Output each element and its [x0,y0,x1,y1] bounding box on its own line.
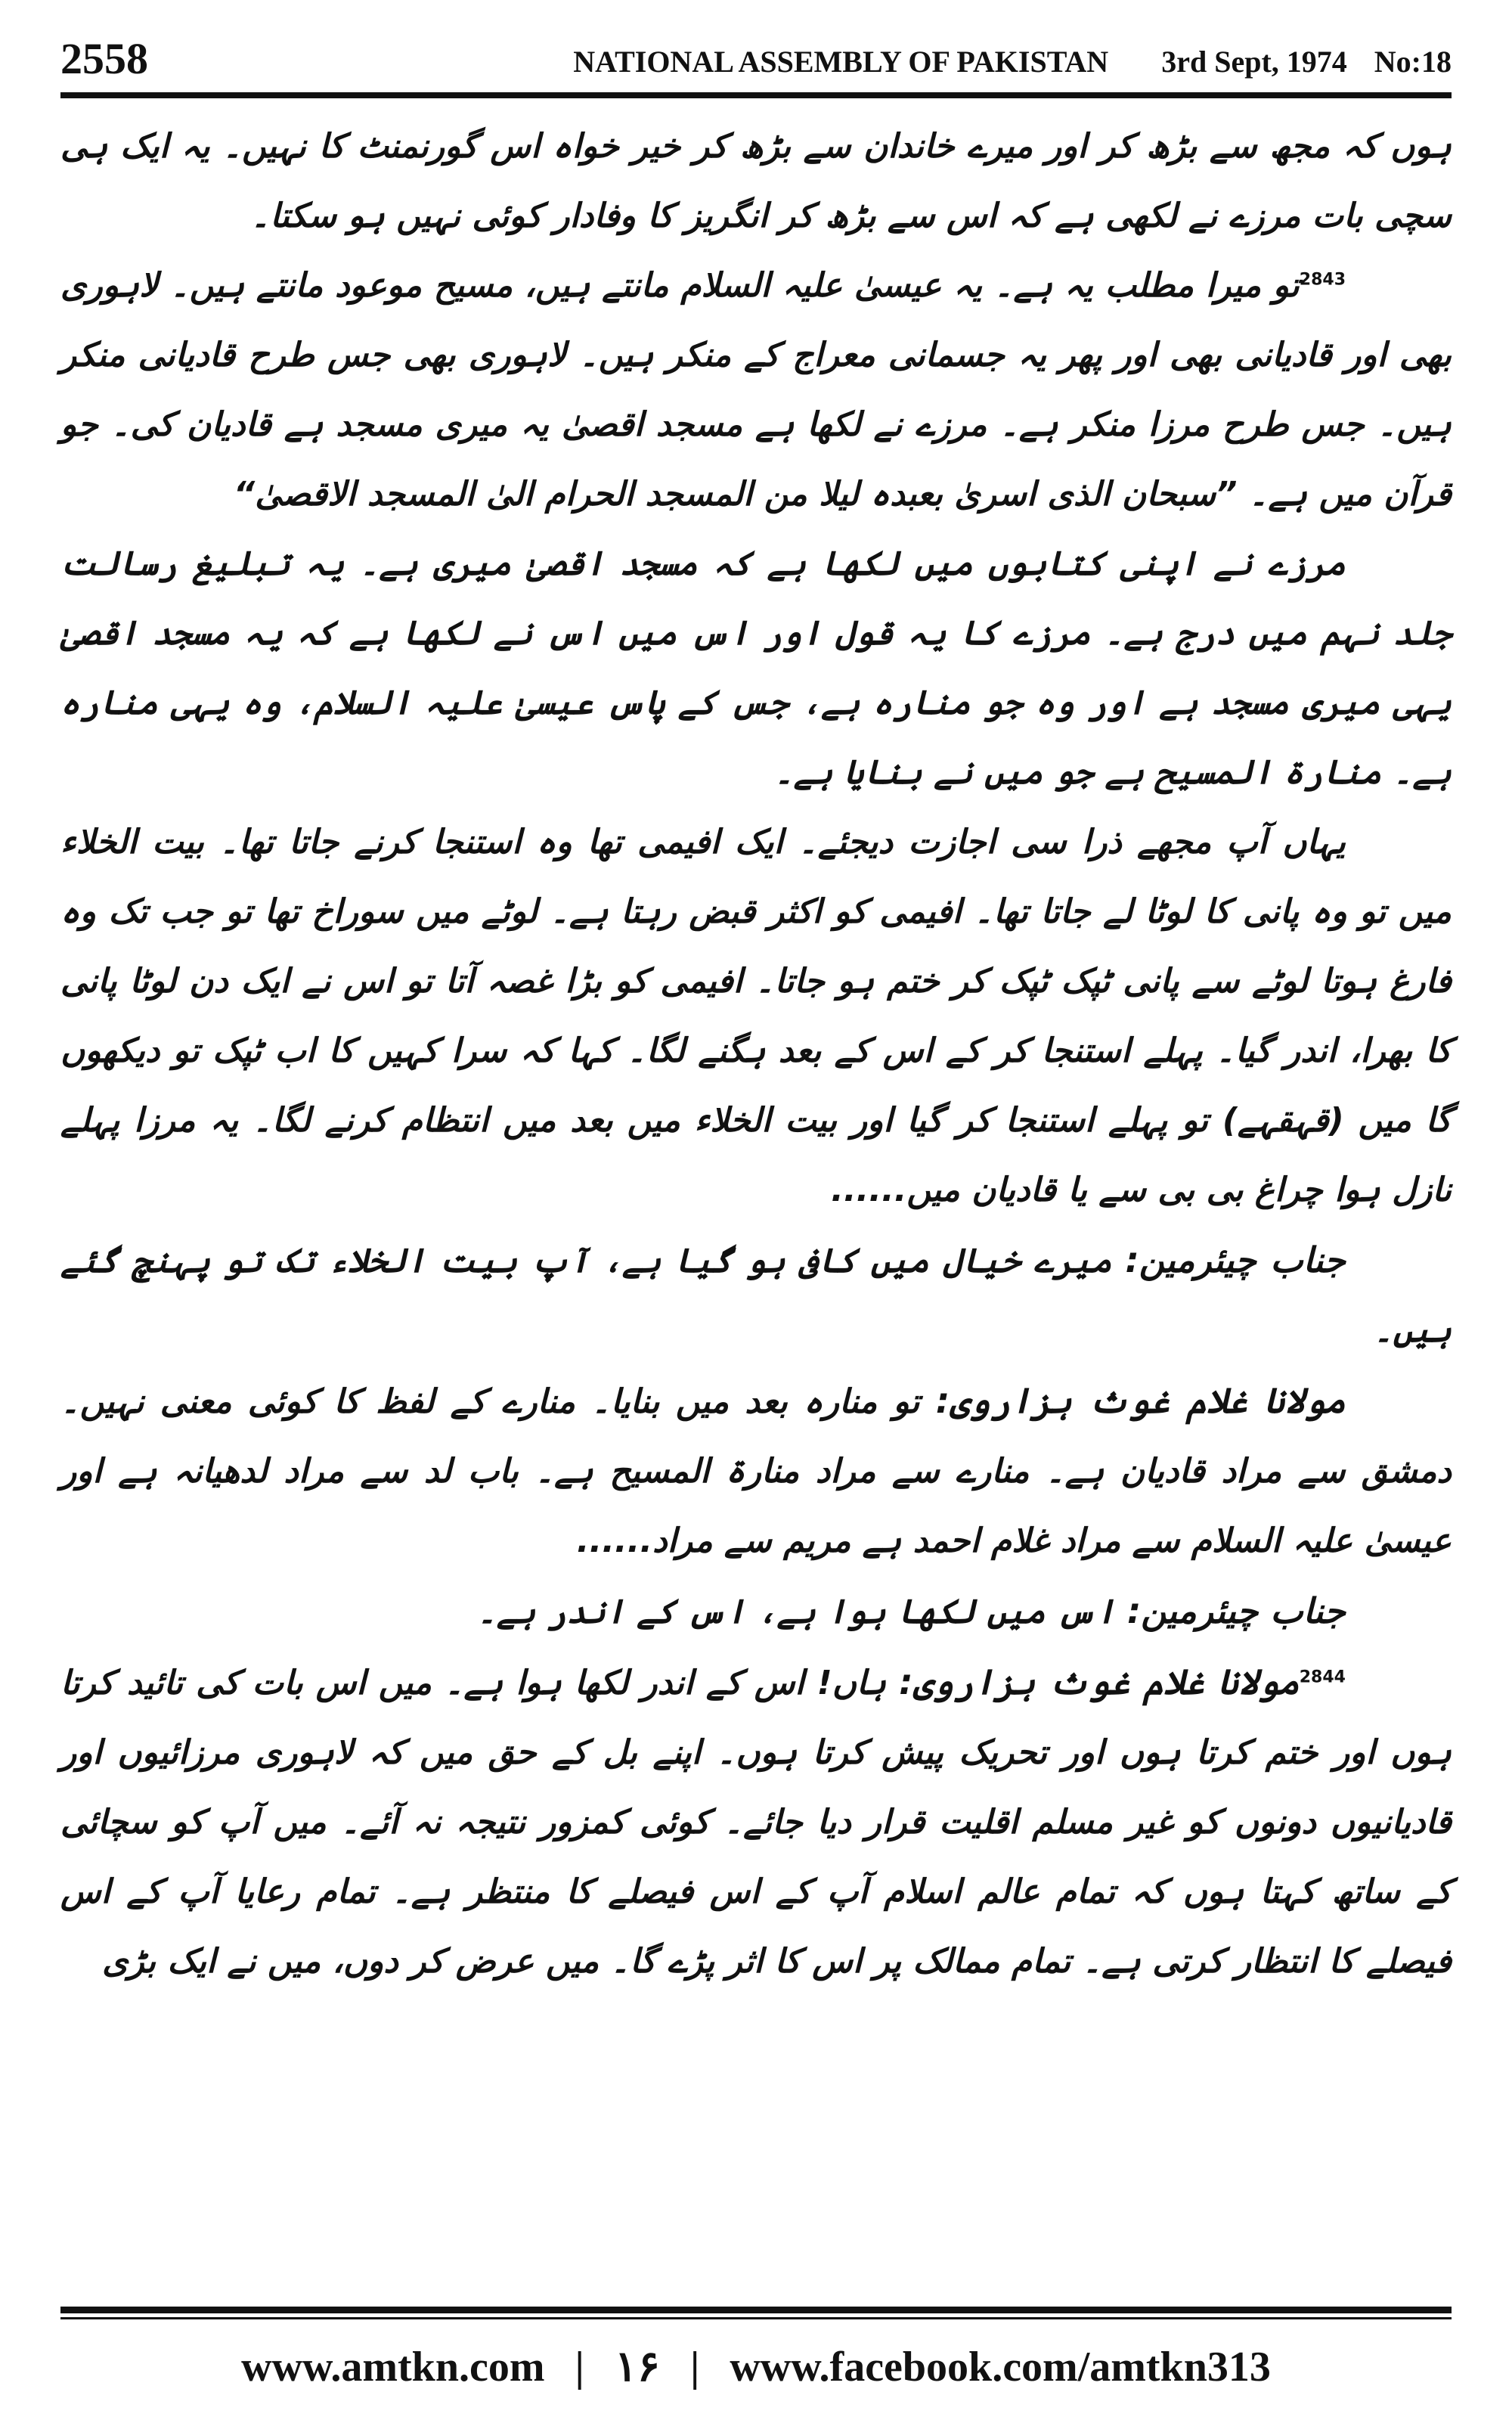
chairman-remark-1 [60,1225,1452,1366]
paragraph-4: یہاں آپ مجھے ذرا سی اجازت دیجئے۔ ایک افیمی تھا وہ استنجا کرنے جاتا تھا۔ بیت الخلاء میں تو وہ پانی کا لوٹا لے جاتا تھا۔ افیمی کو اکثر قبض رہتا ہے۔ لوٹے میں سوراخ تھا تو جب تک وہ فارغ ہوتا لوٹے سے پانی ٹپک ٹپک کر ختم ہو جاتا۔ افیمی کو بڑا غصہ آتا تو اس نے ایک دن لوٹا پانی کا بھرا، اندر گیا۔ پہلے استنجا کر کے اس کے بعد ہگنے لگا۔ کہا کہ سرا کہیں کا اب ٹپک تو دیکھوں گا میں (قہقہے) تو پہلے استنجا کر گیا اور بیت الخلاء میں بعد میں انتظام کرنے لگا۔ یہ مرزا پہلے نازل ہوا چراغ بی بی سے یا قادیان میں...... [60,823,1452,1209]
quran-quote: ”سبحان الذی اسریٰ بعبدہ لیلا من المسجد الحرام الیٰ المسجد الاقصیٰ“ [233,475,1238,513]
header-title-line [573,36,1452,88]
maulana-remark-2 [60,1647,1452,1996]
remark-text: اس میں لکھا ہوا ہے، اس کے اندر ہے۔ [477,1593,1116,1631]
speaker-name: جناب چیئرمین: [1125,1239,1346,1280]
header-rule [60,92,1452,98]
speaker-name: مولانا غلام غوث ہزاروی: [899,1661,1300,1702]
footer-rule-thin [60,2317,1452,2319]
document-body [60,112,1452,2301]
website-link[interactable]: www.amtkn.com [241,2344,545,2391]
assembly-title: NATIONAL ASSEMBLY OF PAKISTAN [573,45,1109,79]
footer-rule-thick [60,2307,1452,2313]
paragraph-2 [60,251,1452,529]
book-page-number: ۱۶ [614,2344,660,2391]
footer-separator: | [575,2344,584,2391]
page-number: 2558 [60,34,148,83]
page-header [60,30,1452,88]
facebook-link[interactable]: www.facebook.com/amtkn313 [730,2344,1271,2391]
footnote-marker: 2843 [1299,270,1346,290]
session-date: 3rd Sept, 1974 [1161,45,1347,79]
footer-separator: | [689,2344,700,2391]
maulana-remark-1 [60,1366,1452,1576]
paragraph-2-text: تو میرا مطلب یہ ہے۔ یہ عیسیٰ علیہ السلام مانتے ہیں، مسیح موعود مانتے ہیں۔ لاہوری بھی اور قادیانی بھی اور پھر یہ جسمانی معراج کے منکر ہیں۔ لاہوری بھی جس طرح قادیانی منکر ہیں۔ جس طرح مرزا منکر ہے۔ مرزے نے لکھا ہے مسجد اقصیٰ یہ میری مسجد ہے قادیان کی۔ جو قرآن میں ہے۔ [60,266,1452,513]
chairman-remark-2 [60,1576,1452,1647]
remark-text: تو منارہ بعد میں بنایا۔ منارے کے لفظ کا کوئی معنی نہیں۔ دمشق سے مراد قادیان ہے۔ منارے سے مراد منارۃ المسیح ہے۔ باب لد سے مراد لدھیانہ ہے اور عیسیٰ علیہ السلام سے مراد غلام احمد ہے مریم سے مراد...... [60,1382,1452,1560]
paragraph-3: مرزے نے اپنی کتابوں میں لکھا ہے کہ مسجد اقصیٰ میری ہے۔ یہ تبلیغ رسالت جلد نہم میں درج ہے۔ مرزے کا یہ قول اور اس میں اس نے لکھا ہے کہ یہ مسجد اقصیٰ یہی میری مسجد ہے اور وہ جو منارہ ہے، جس کے پاس عیسیٰ علیہ السلام، وہ یہی منارہ ہے۔ منارۃ المسیح ہے جو میں نے بنایا ہے۔ [60,544,1452,792]
remark-text: ہاں! اس کے اندر لکھا ہوا ہے۔ میں اس بات کی تائید کرتا ہوں اور ختم کرتا ہوں اور تحریک پیش کرتا ہوں۔ اپنے بل کے حق میں کہ لاہوری مرزائیوں اور قادیانیوں دونوں کو غیر مسلم اقلیت قرار دیا جائے۔ کوئی کمزور نتیجہ نہ آئے۔ میں آپ کو سچائی کے ساتھ کہتا ہوں کہ تمام عالم اسلام آپ کے اس فیصلے کا منتظر ہے۔ تمام رعایا آپ کے اس فیصلے کا انتظار کرتی ہے۔ تمام ممالک پر اس کا اثر پڑے گا۔ میں عرض کر دوں، میں نے ایک بڑی [60,1664,1452,1981]
remark-text: میرے خیال میں کافی ہو گیا ہے، آپ بیت الخلاء تک تو پہنچ گئے ہیں۔ [60,1242,1452,1350]
speaker-name: جناب چیئرمین: [1126,1590,1346,1631]
paragraph-1: ہوں کہ مجھ سے بڑھ کر اور میرے خاندان سے بڑھ کر خیر خواہ اس گورنمنٹ کا نہیں۔ یہ ایک ہی سچی بات مرزے نے لکھی ہے کہ اس سے بڑھ کر انگریز کا وفادار کوئی نہیں ہو سکتا۔ [60,127,1452,235]
speaker-name: مولانا غلام غوث ہزاروی: [935,1380,1346,1421]
issue-number: No:18 [1374,45,1452,79]
page-footer [60,2333,1452,2401]
footnote-marker: 2844 [1299,1668,1346,1687]
